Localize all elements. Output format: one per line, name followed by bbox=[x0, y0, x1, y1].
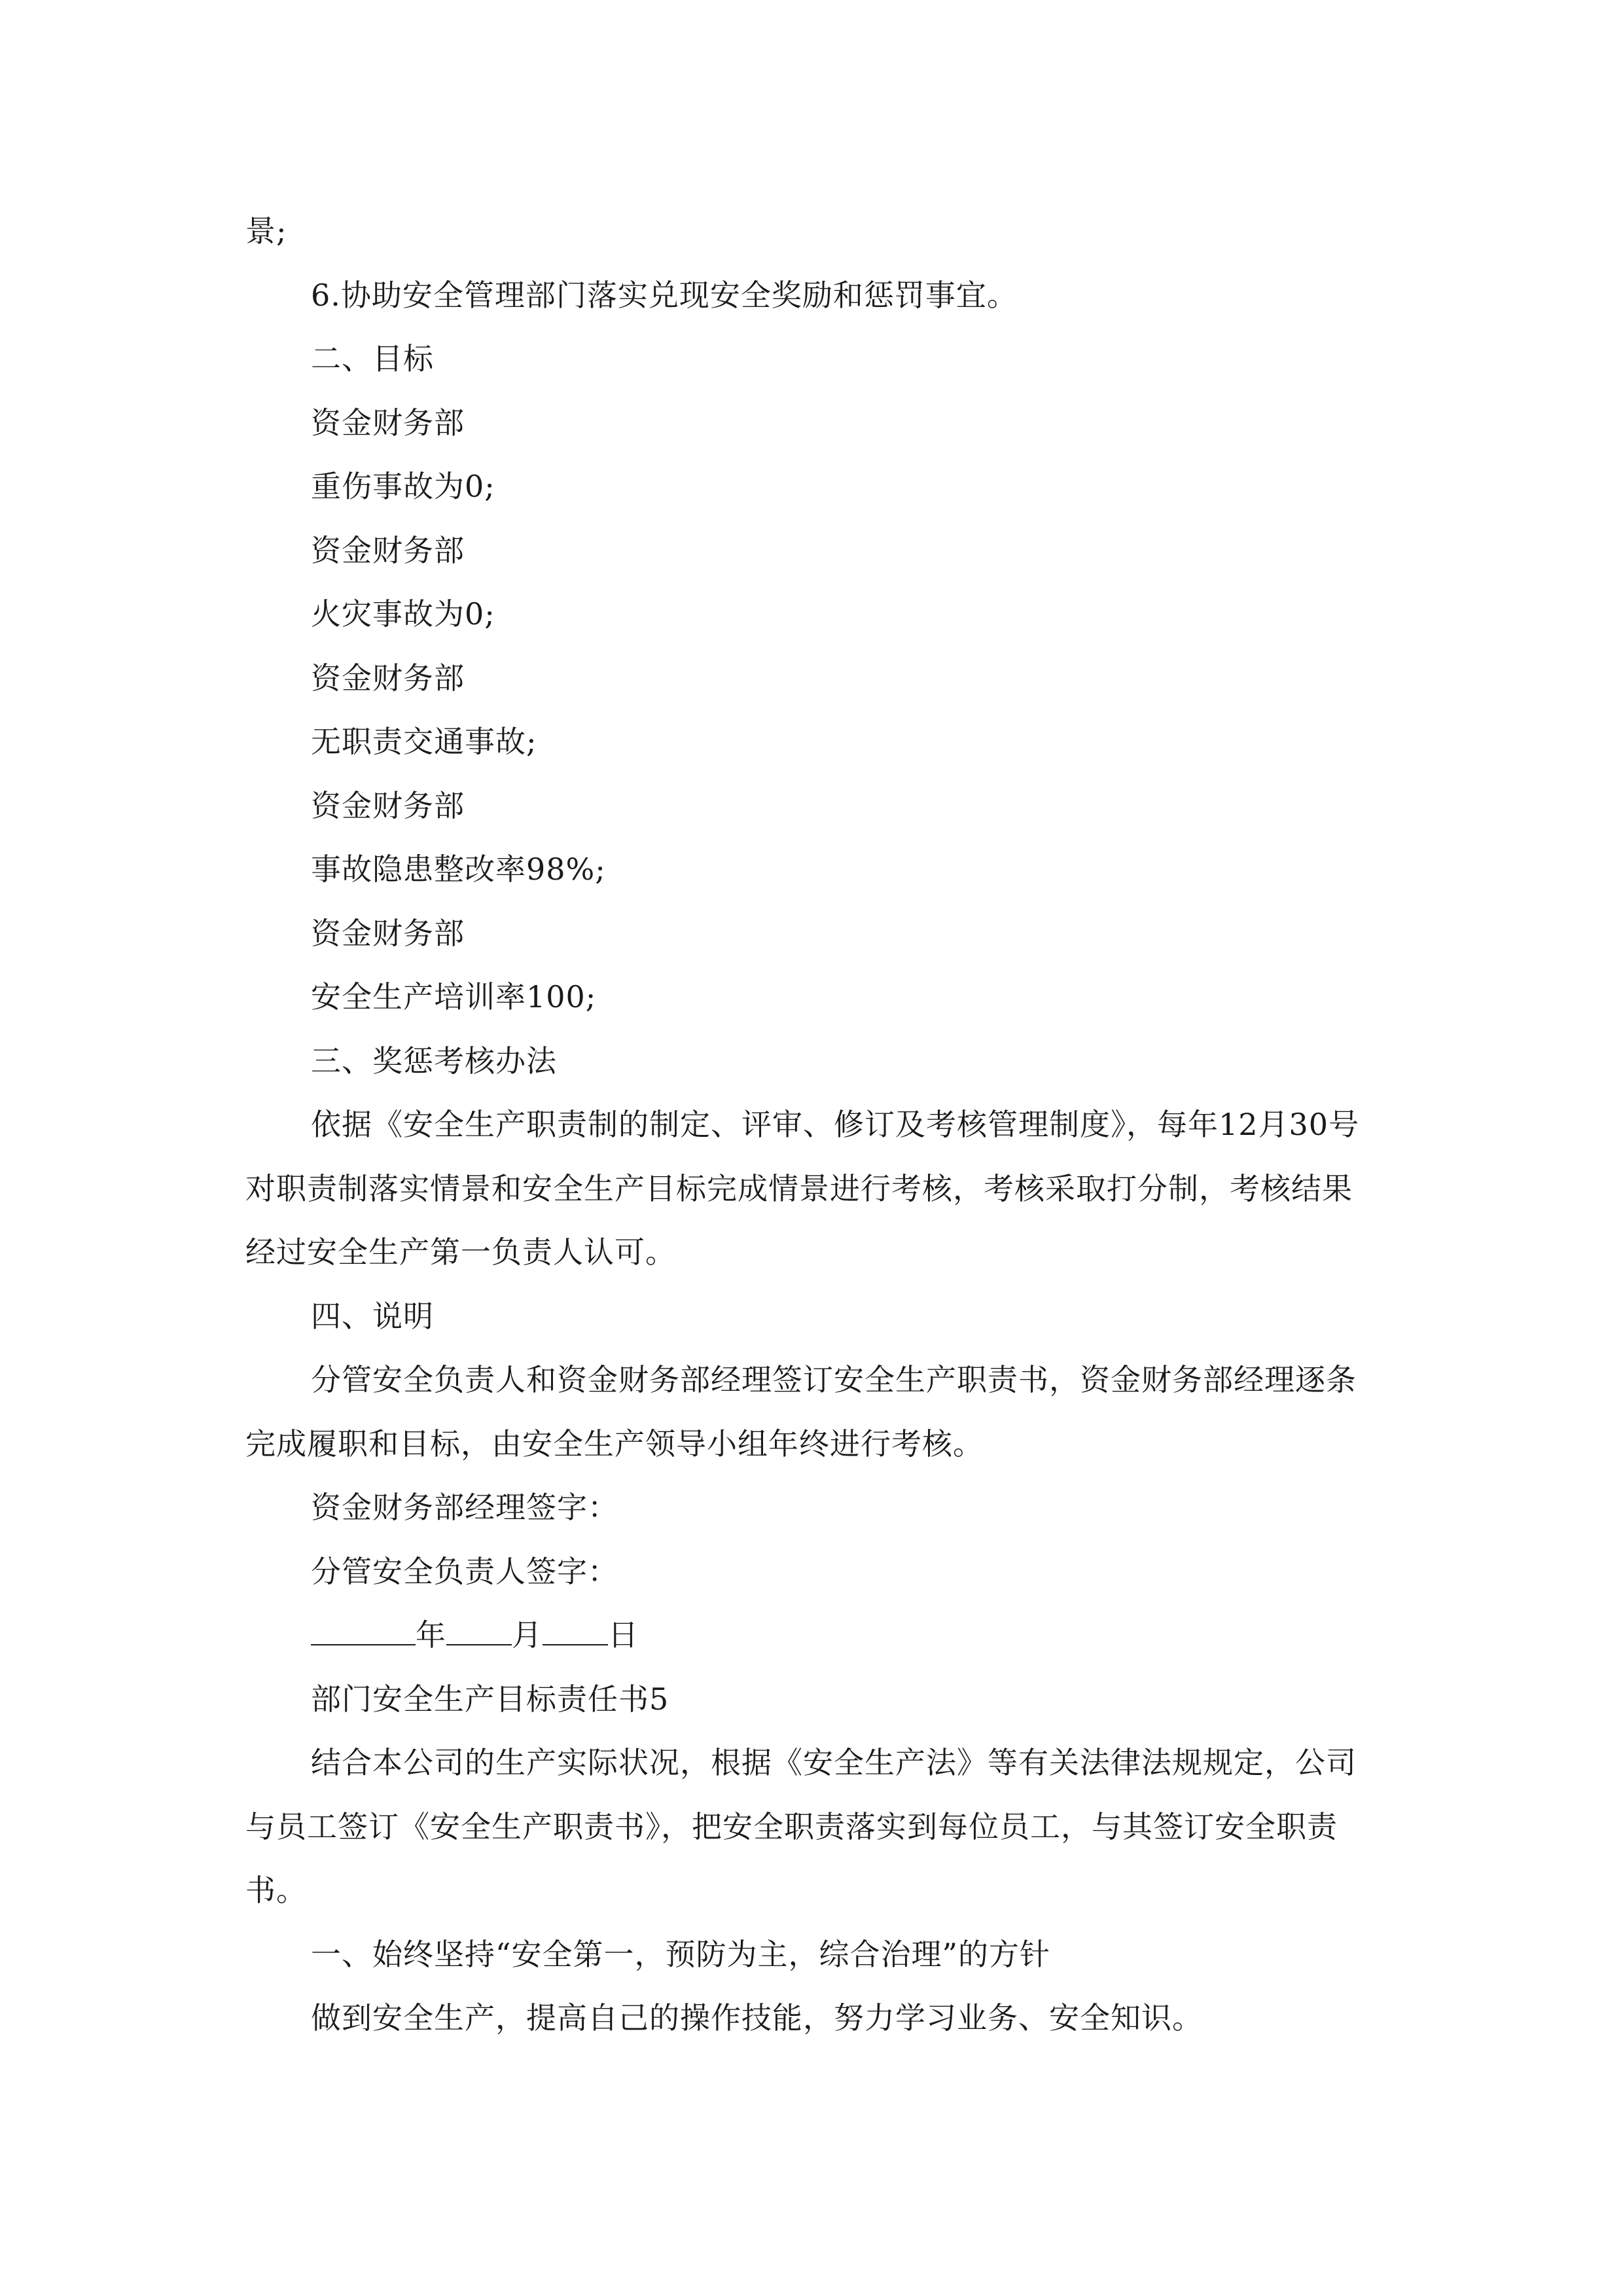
paragraph: 结合本公司的生产实际状况，根据《安全生产法》等有关法律法规规定，公司与员工签订《安全生产职责书》，把安全职责落实到每位员工，与其签订安全职责书。 bbox=[245, 1745, 1357, 1908]
section-heading: 三、奖惩考核办法 bbox=[311, 1043, 557, 1079]
signature-line: 分管安全负责人签字： bbox=[311, 1553, 618, 1589]
paragraph: 无职责交通事故; bbox=[311, 724, 537, 759]
paragraph: 事故隐患整改率98%; bbox=[311, 852, 606, 887]
paragraph: 资金财务部 bbox=[311, 532, 465, 568]
month-label: 月 bbox=[512, 1617, 543, 1653]
year-blank bbox=[311, 1618, 416, 1645]
section-heading: 二、目标 bbox=[311, 341, 434, 376]
day-blank bbox=[543, 1618, 608, 1645]
paragraph: 重伤事故为0; bbox=[311, 469, 495, 504]
paragraph: 资金财务部 bbox=[311, 915, 465, 951]
paragraph: 资金财务部 bbox=[311, 404, 465, 440]
paragraph: 依据《安全生产职责制的制定、评审、修订及考核管理制度》，每年12月30号对职责制落实情景和安全生产目标完成情景进行考核，考核采取打分制，考核结果经过安全生产第一负责人认可。 bbox=[245, 1107, 1360, 1270]
paragraph: 分管安全负责人和资金财务部经理签订安全生产职责书，资金财务部经理逐条完成履职和目标，由安全生产领导小组年终进行考核。 bbox=[245, 1362, 1357, 1462]
paragraph: 资金财务部 bbox=[311, 660, 465, 696]
month-blank bbox=[446, 1618, 512, 1645]
paragraph: 景; bbox=[245, 213, 287, 249]
paragraph: 6.协助安全管理部门落实兑现安全奖励和惩罚事宜。 bbox=[311, 277, 1018, 313]
document-body bbox=[245, 200, 1381, 2051]
paragraph: 资金财务部 bbox=[311, 787, 465, 823]
signature-line: 资金财务部经理签字： bbox=[311, 1490, 618, 1525]
paragraph: 做到安全生产，提高自己的操作技能，努力学习业务、安全知识。 bbox=[311, 2000, 1203, 2036]
paragraph: 安全生产培训率100; bbox=[311, 979, 597, 1014]
document-title: 部门安全生产目标责任书5 bbox=[311, 1681, 669, 1717]
year-label: 年 bbox=[416, 1617, 446, 1653]
day-label: 日 bbox=[608, 1617, 639, 1653]
section-heading: 四、说明 bbox=[311, 1298, 434, 1334]
paragraph: 火灾事故为0; bbox=[311, 596, 495, 632]
section-heading: 一、始终坚持“安全第一，预防为主，综合治理”的方针 bbox=[311, 1936, 1051, 1972]
date-line bbox=[245, 1604, 1381, 1668]
